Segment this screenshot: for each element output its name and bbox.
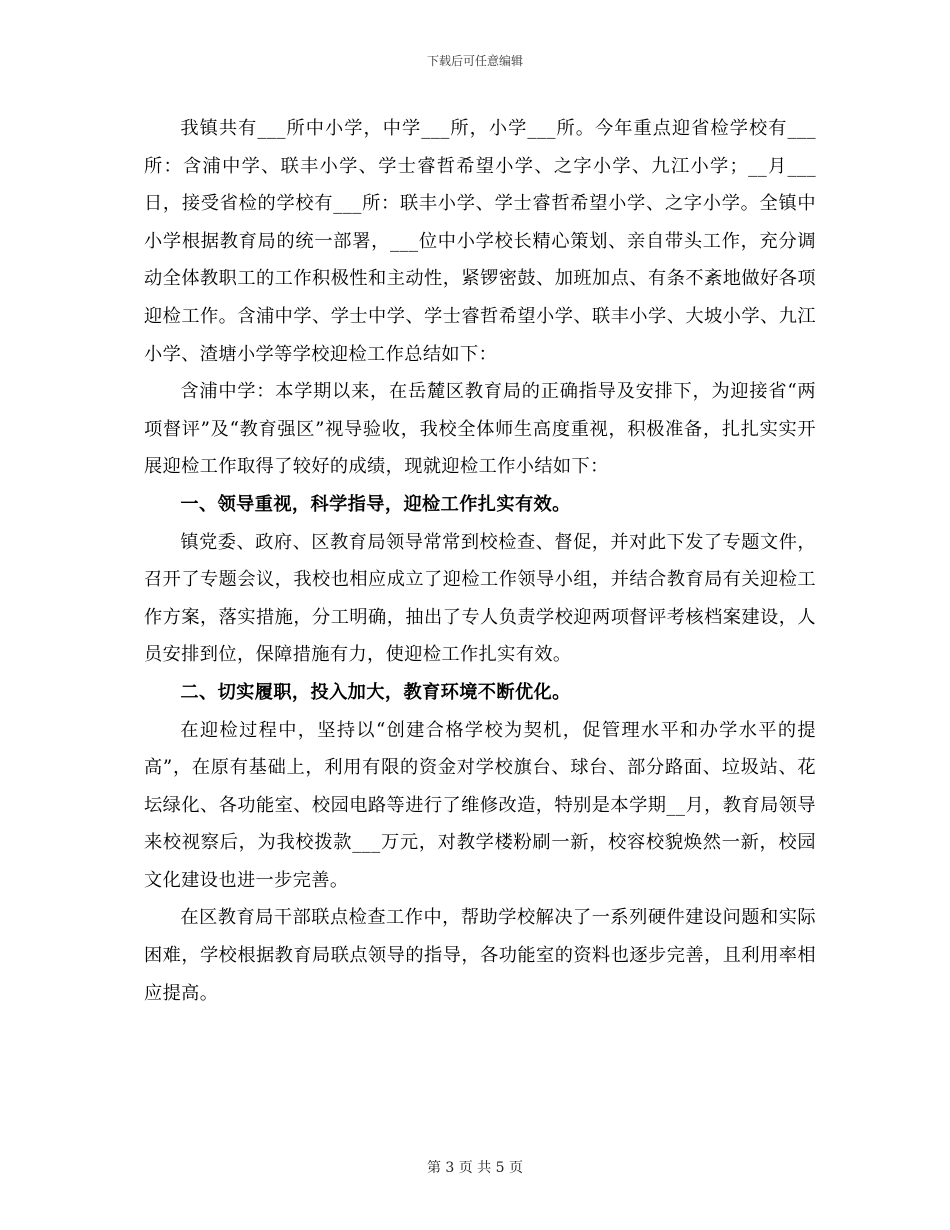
paragraph-leadership: 镇党委、政府、区教育局领导常常到校检查、督促，并对此下发了专题文件，召开了专题会议，我校也相应成立了迎检工作领导小组，并结合教育局有关迎检工作方案，落实措施，分工明确，抽出了专人负责学校迎两项督评考核档案建设，人员安排到位，保障措施有力，使迎检工作扎实有效。: [144, 531, 816, 666]
paragraph-overview: 我镇共有___所中小学，中学___所，小学___所。今年重点迎省检学校有___所：含浦中学、联丰小学、学士睿哲希望小学、之字小学、九江小学；__月___日，接受省检的学校有___所：联丰小学、学士睿哲希望小学、之字小学。全镇中小学根据教育局的统一部署，___位中小学校长精心策划、亲自带头工作，充分调动全体教职工的工作积极性和主动性，紧锣密鼓、加班加点、有条不紊地做好各项迎检工作。含浦中学、学士中学、学士睿哲希望小学、联丰小学、大坡小学、九江小学、渣塘小学等学校迎检工作总结如下：: [144, 118, 816, 365]
document-body: [144, 110, 816, 1012]
paragraph-investment: 在迎检过程中，坚持以“创建合格学校为契机，促管理水平和办学水平的提高”，在原有基础上，利用有限的资金对学校旗台、球台、部分路面、垃圾站、花坛绿化、各功能室、校园电路等进行了维修改造，特别是本学期__月，教育局领导来校视察后，为我校拨款___万元，对教学楼粉刷一新，校容校貌焕然一新，校园文化建设也进一步完善。: [144, 719, 816, 891]
paragraph-hanpu-intro: 含浦中学：本学期以来，在岳麓区教育局的正确指导及安排下，为迎接省“两项督评”及“教育强区”视导验收，我校全体师生高度重视，积极准备，扎扎实实开展迎检工作取得了较好的成绩，现就迎检工作小结如下：: [144, 381, 816, 478]
section-heading-1: 一、领导重视，科学指导，迎检工作扎实有效。: [180, 493, 571, 515]
page-number: 第 3 页 共 5 页: [426, 1160, 524, 1176]
section-heading-2: 二、切实履职，投入加大，教育环境不断优化。: [180, 681, 571, 703]
page-header: 下载后可任意编辑: [426, 54, 523, 68]
paragraph-liaison: 在区教育局干部联点检查工作中，帮助学校解决了一系列硬件建设问题和实际困难，学校根据教育局联点领导的指导，各功能室的资料也逐步完善，且利用率相应提高。: [144, 907, 816, 1004]
